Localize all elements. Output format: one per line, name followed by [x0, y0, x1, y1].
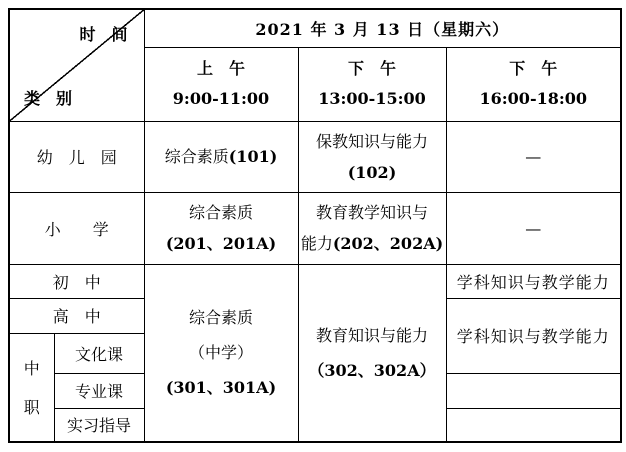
cell-junior-evening: 学科知识与教学能力	[446, 264, 621, 298]
subject-name: 教育教学知识与	[315, 203, 428, 222]
subject-name: 保教知识与能力	[315, 131, 428, 151]
session-header-afternoon1	[298, 47, 446, 121]
cell-primary-evening: —	[446, 192, 621, 264]
session-period-label: 下 午	[509, 59, 558, 78]
category-primary: 小 学	[9, 192, 144, 264]
subject-code: (102)	[347, 162, 397, 182]
exam-schedule-table	[8, 8, 622, 443]
cell-professional-evening-empty	[446, 373, 621, 408]
subcategory-internship-guidance: 实习指导	[54, 408, 144, 442]
corner-header-cell	[9, 9, 144, 121]
subcategory-cultural-course: 文化课	[54, 333, 144, 373]
session-header-morning	[144, 47, 298, 121]
cell-kindergarten-afternoon	[298, 121, 446, 192]
session-time-range: 9:00-11:00	[172, 89, 270, 108]
session-time-range: 16:00-18:00	[479, 89, 588, 108]
subject-code: (201、201A)	[165, 234, 277, 253]
vocational-char-top: 中	[23, 359, 40, 379]
cell-primary-afternoon	[298, 192, 446, 264]
subject-code: (101)	[228, 147, 278, 166]
category-kindergarten: 幼 儿 园	[9, 121, 144, 192]
subcategory-professional-course: 专业课	[54, 373, 144, 408]
subject-name: 综合素质	[188, 203, 253, 222]
session-period-label: 下 午	[347, 59, 396, 78]
subject-name: 综合素质	[164, 147, 229, 166]
corner-category-label: 类 别	[24, 88, 73, 108]
cell-primary-morning	[144, 192, 298, 264]
subject-code: (301、301A)	[165, 378, 277, 398]
subject-code: (202、202A)	[332, 234, 444, 253]
subject-name: 教育知识与能力	[315, 325, 428, 345]
corner-time-label: 时 间	[79, 25, 128, 44]
cell-middle-afternoon-merged	[298, 264, 446, 442]
category-junior: 初 中	[9, 264, 144, 298]
subject-name: 能力	[300, 234, 333, 253]
session-time-range: 13:00-15:00	[318, 89, 426, 108]
subject-name: 综合素质	[188, 308, 253, 328]
date-header-cell: 2021 年 3 月 13 日（星期六）	[144, 9, 621, 47]
vocational-char-bottom: 职	[23, 398, 40, 418]
session-header-afternoon2	[446, 47, 621, 121]
category-senior: 高 中	[9, 298, 144, 333]
subject-code: （302、302A）	[308, 360, 436, 380]
subject-name: （中学）	[188, 343, 253, 363]
session-period-label: 上 午	[196, 59, 245, 78]
cell-middle-morning-merged	[144, 264, 298, 442]
cell-kindergarten-morning	[144, 121, 298, 192]
category-vocational	[9, 333, 54, 442]
cell-internship-evening-empty	[446, 408, 621, 442]
cell-kindergarten-evening: —	[446, 121, 621, 192]
cell-senior-cultural-evening: 学科知识与教学能力	[446, 298, 621, 373]
